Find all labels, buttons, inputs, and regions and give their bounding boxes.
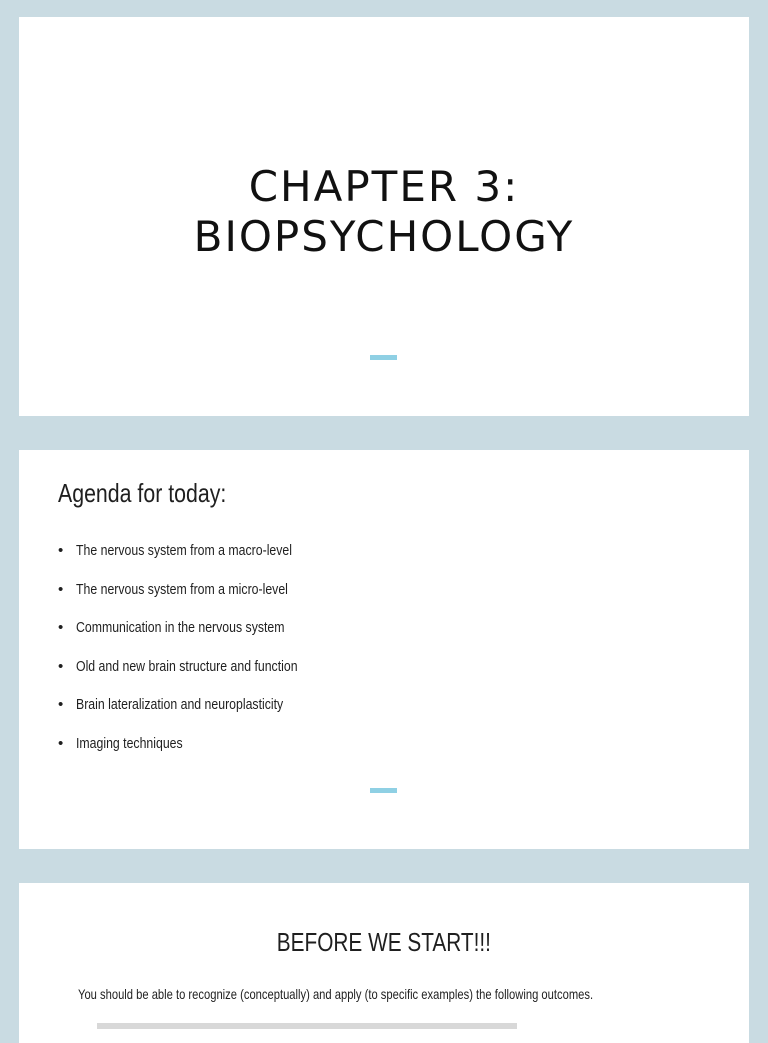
agenda-item-text: Communication in the nervous system [76, 619, 285, 636]
agenda-item-text: Brain lateralization and neuroplasticity [76, 696, 284, 713]
agenda-item-text: Old and new brain structure and function [76, 657, 298, 675]
agenda-slide [19, 450, 749, 849]
agenda-item-text: The nervous system from a macro-level [76, 542, 293, 559]
bullet: • [58, 542, 64, 559]
bullet: • [58, 734, 64, 752]
before-title [19, 927, 749, 958]
outcomes-intro: You should be able to recognize (conceptually) and apply (to specific examples) the following outcomes. [78, 986, 594, 1002]
bullet: • [58, 657, 64, 675]
slide-title [19, 162, 749, 262]
bullet: • [58, 696, 64, 713]
agenda-item-text: Imaging techniques [76, 734, 183, 752]
agenda-title: Agenda for today: [58, 478, 227, 508]
title-slide [19, 17, 749, 416]
slide-title-line-2: BIOPSYCHOLOGY [193, 212, 575, 261]
before-we-start-slide [19, 883, 749, 1043]
agenda-item-text: The nervous system from a micro-level [76, 580, 288, 598]
before-title-text: BEFORE WE START!!! [276, 927, 492, 957]
accent-bar [370, 355, 397, 360]
bullet: • [58, 580, 64, 598]
bullet: • [58, 619, 64, 636]
slide-title-line-1: CHAPTER 3: [248, 162, 520, 211]
accent-bar [370, 788, 397, 793]
